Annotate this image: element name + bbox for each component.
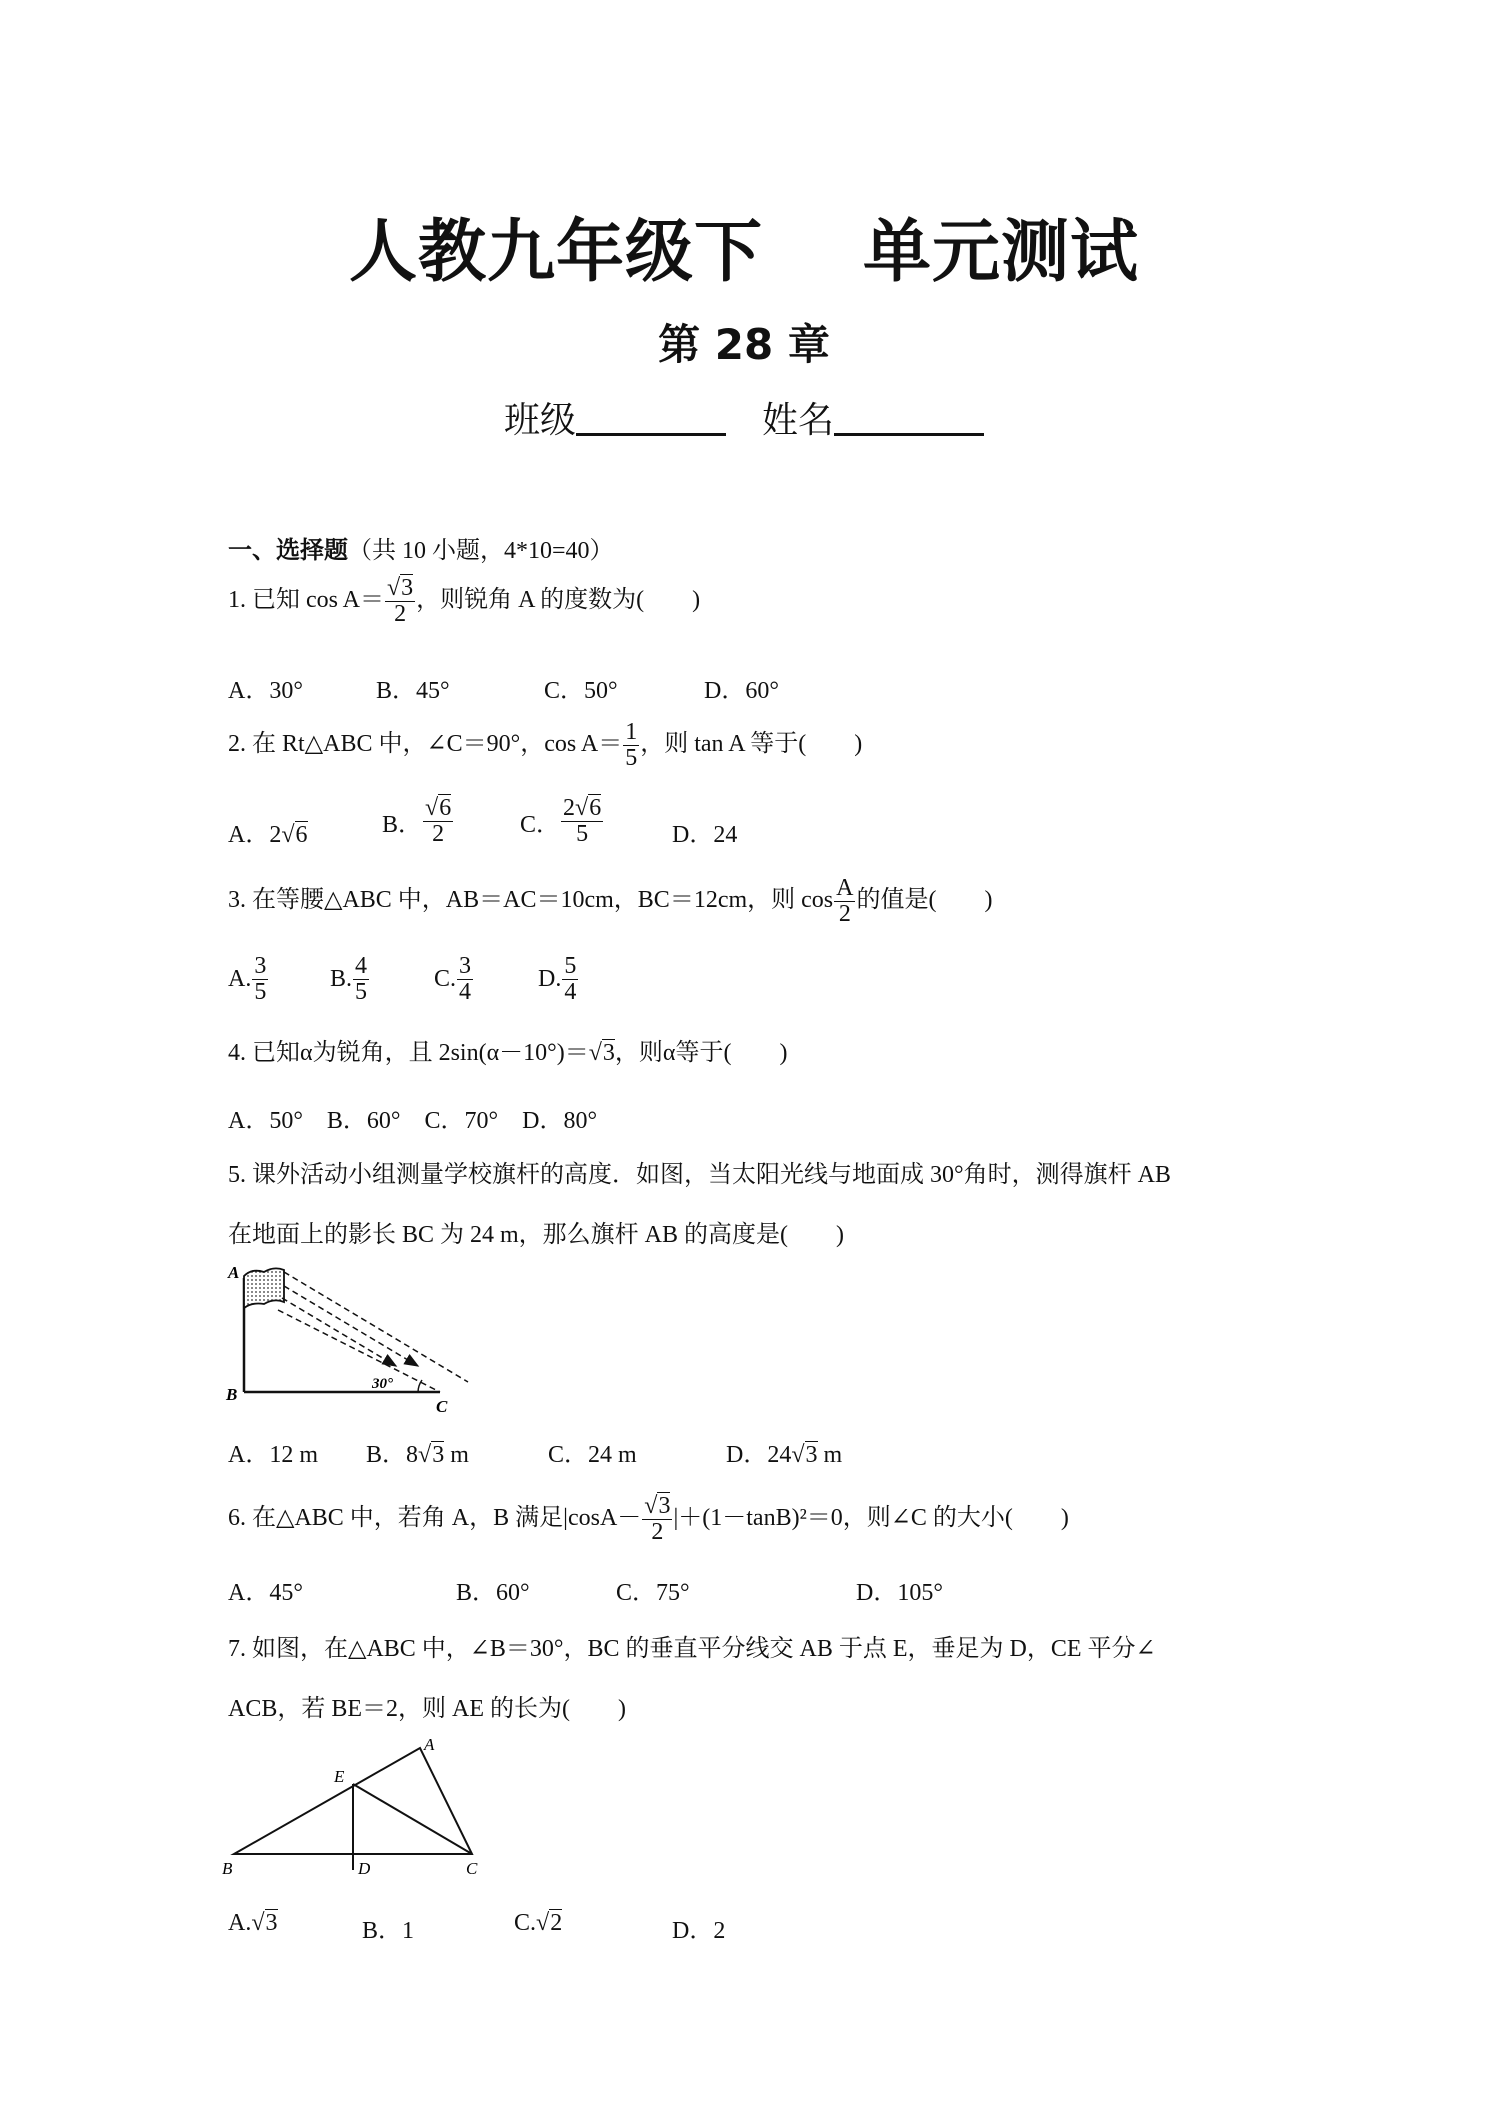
q2-num: 1 <box>625 719 638 745</box>
q7-option-c-pre: C. <box>514 1910 537 1936</box>
class-blank[interactable] <box>576 399 726 436</box>
label-c: C <box>466 1859 478 1878</box>
sun-ray-1 <box>284 1272 468 1382</box>
q6-text-post: |＋(1－tanB)²＝0，则∠C 的大小( ) <box>673 1505 1069 1532</box>
q2-den: 5 <box>625 745 638 772</box>
q3-option-c-den: 4 <box>459 979 472 1006</box>
q5-option-c[interactable]: C．24 m <box>548 1442 637 1468</box>
q5-option-d[interactable]: D．24√3 m <box>726 1442 843 1468</box>
document-title <box>0 198 1488 295</box>
question-5-line-1: 5. 课外活动小组测量学校旗杆的高度．如图，当太阳光线与地面成 30°角时，测得旗杆 AB <box>228 1162 1171 1188</box>
chapter-heading: 第 28 章 <box>658 320 830 369</box>
q1-option-c[interactable]: C．50° <box>544 678 618 704</box>
q3-option-b-den: 5 <box>355 979 368 1006</box>
q2-text-pre: 2. 在 Rt△ABC 中，∠C＝90°，cos A＝ <box>228 731 623 758</box>
q3-option-a[interactable] <box>228 954 269 1005</box>
q5-option-b-post: m <box>444 1442 469 1468</box>
q5-option-d-rad: 3 <box>805 1442 818 1468</box>
title-left: 人教九年级下 <box>348 213 763 292</box>
label-e: E <box>334 1767 345 1786</box>
q3-option-d-den: 4 <box>564 979 577 1006</box>
q6-option-d[interactable]: D．105° <box>856 1580 943 1606</box>
q2-option-c-num-pre: 2 <box>563 795 576 821</box>
q3-option-b-num: 4 <box>355 953 368 979</box>
q2-fraction <box>623 720 639 771</box>
q3-text-post: 的值是( ) <box>856 887 993 914</box>
q2-option-a[interactable]: A．2√6 <box>228 822 308 848</box>
q4-text-pre: 4. 已知α为锐角，且 2sin(α－10°)＝ <box>228 1040 589 1066</box>
q7-option-a-pre: A. <box>228 1910 252 1936</box>
q2-option-c-den: 5 <box>576 821 589 848</box>
q6-option-a[interactable]: A．45° <box>228 1580 303 1606</box>
q3-option-c-num: 3 <box>459 953 472 979</box>
q7-option-b[interactable]: B．1 <box>362 1918 415 1944</box>
q2-option-a-rad: 6 <box>295 822 308 848</box>
q3-option-d-label: D. <box>538 966 562 993</box>
name-blank[interactable] <box>834 399 984 436</box>
question-1 <box>228 576 700 627</box>
q1-num: 3 <box>401 575 414 601</box>
title-right: 单元测试 <box>863 213 1140 292</box>
q4-rad: 3 <box>602 1040 615 1066</box>
class-label: 班级 <box>503 400 576 441</box>
q2-text-post: ，则 tan A 等于( ) <box>640 731 863 758</box>
q5-option-a[interactable]: A．12 m <box>228 1442 318 1468</box>
q7-option-c-rad: 2 <box>550 1910 563 1936</box>
q2-option-d[interactable]: D．24 <box>672 822 738 848</box>
q2-option-a-pre: A．2 <box>228 822 282 848</box>
q1-option-a[interactable]: A．30° <box>228 678 303 704</box>
q6-option-c[interactable]: C．75° <box>616 1580 690 1606</box>
q6-option-b[interactable]: B．60° <box>456 1580 530 1606</box>
q7-option-d[interactable]: D．2 <box>672 1918 726 1944</box>
section-label: 一、选择题 <box>228 536 348 564</box>
label-c: C <box>436 1397 448 1416</box>
flagpole-figure <box>222 1258 482 1416</box>
question-3 <box>228 876 992 927</box>
q1-fraction: $\frac{√3}{2}$ <box>387 575 414 628</box>
q4-options[interactable]: A．50° B．60° C．70° D．80° <box>228 1108 598 1134</box>
sun-ray-3 <box>282 1298 396 1366</box>
label-a: A <box>424 1736 435 1754</box>
q6-den: 2 <box>651 1519 664 1546</box>
q2-option-c-pre: C． <box>520 812 561 839</box>
q5-option-b-rad: 3 <box>432 1442 445 1468</box>
q3-option-b[interactable] <box>330 954 370 1005</box>
section-note: （共 10 小题，4*10=40） <box>348 538 614 564</box>
q2-option-b-pre: B． <box>382 812 423 839</box>
q5-option-d-pre: D．24 <box>726 1442 792 1468</box>
q3-option-a-den: 5 <box>254 979 267 1006</box>
question-7-line-1: 7. 如图，在△ABC 中，∠B＝30°，BC 的垂直平分线交 AB 于点 E，垂足为 D，CE 平分∠ <box>228 1636 1156 1662</box>
q1-text-pre: 1. 已知 cos A＝ <box>228 587 384 614</box>
q3-num: A <box>836 875 854 901</box>
q2-option-b[interactable]: B． $\frac{√6}{2}$ <box>382 795 452 848</box>
q2-option-c-num-rad: 6 <box>589 795 602 821</box>
label-a: A <box>228 1263 240 1282</box>
q3-fraction <box>834 876 855 927</box>
q2-option-b-num: 6 <box>439 795 452 821</box>
label-b: B <box>226 1385 238 1404</box>
q3-option-a-num: 3 <box>254 953 267 979</box>
q3-option-d-num: 5 <box>564 953 577 979</box>
q1-option-d[interactable]: D．60° <box>704 678 779 704</box>
q3-text-pre: 3. 在等腰△ABC 中，AB＝AC＝10cm，BC＝12cm，则 cos <box>228 887 834 914</box>
question-6 <box>228 1494 1069 1545</box>
q4-text-post: ，则α等于( ) <box>614 1040 788 1066</box>
label-angle: 30° <box>372 1376 393 1392</box>
q5-option-b-pre: B．8 <box>366 1442 419 1468</box>
q6-num: 3 <box>658 1493 671 1519</box>
q3-option-a-label: A. <box>228 966 252 993</box>
sun-ray-2 <box>284 1286 418 1366</box>
q5-option-d-post: m <box>817 1442 843 1468</box>
q3-den: 2 <box>838 901 851 928</box>
question-7-line-2: ACB，若 BE＝2，则 AE 的长为( ) <box>228 1696 626 1722</box>
q7-option-a[interactable]: A.√3 <box>228 1910 278 1936</box>
q3-option-c-label: C. <box>434 966 457 993</box>
q5-option-b[interactable]: B．8√3 m <box>366 1442 469 1468</box>
q7-option-c[interactable]: C.√2 <box>514 1910 563 1936</box>
question-2 <box>228 720 862 771</box>
q7-option-a-rad: 3 <box>265 1910 278 1936</box>
q6-fraction: $\frac{√3}{2}$ <box>644 1493 671 1546</box>
q3-option-d[interactable] <box>538 954 579 1005</box>
q1-den: 2 <box>394 601 407 628</box>
q2-option-b-den: 2 <box>432 821 445 848</box>
name-label: 姓名 <box>762 400 835 441</box>
angle-arc <box>418 1380 422 1392</box>
question-5-line-2: 在地面上的影长 BC 为 24 m，那么旗杆 AB 的高度是( ) <box>228 1222 845 1248</box>
q1-option-b[interactable]: B．45° <box>376 678 450 704</box>
triangle-figure <box>222 1736 492 1882</box>
q3-option-b-label: B. <box>330 966 353 993</box>
flag-shape <box>244 1268 284 1308</box>
class-name-line <box>0 392 1488 443</box>
label-b: B <box>222 1859 233 1878</box>
q1-text-post: ，则锐角 A 的度数为( ) <box>416 587 701 614</box>
section-heading <box>228 530 614 565</box>
q2-option-c[interactable]: C． $\frac{2√6}{5}$ <box>520 795 602 848</box>
q6-text-pre: 6. 在△ABC 中，若角 A，B 满足|cosA－ <box>228 1505 642 1532</box>
q3-option-c[interactable] <box>434 954 474 1005</box>
question-4: 4. 已知α为锐角，且 2sin(α－10°)＝√3，则α等于( ) <box>228 1040 788 1066</box>
label-d: D <box>358 1859 371 1878</box>
